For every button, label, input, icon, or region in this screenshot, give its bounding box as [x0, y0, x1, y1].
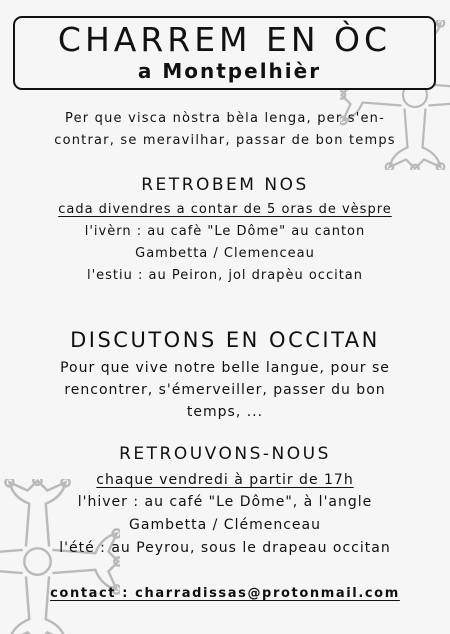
french-winter-line-2: Gambetta / Clémenceau: [129, 517, 321, 533]
occitan-schedule: cada divendres a contar de 5 oras de vèspre: [58, 202, 392, 217]
occitan-winter-line-2: Gambetta / Clemenceau: [135, 246, 315, 261]
occitan-intro-line-2: contrar, se meravilhar, passar de bon temps: [54, 133, 396, 148]
french-heading: DISCUTONS EN OCCITAN: [70, 328, 380, 352]
title-box: [13, 16, 436, 90]
french-intro-line-1: Pour que vive notre belle langue, pour se: [60, 360, 390, 376]
french-subheading: RETROUVONS-NOUS: [119, 444, 331, 464]
french-winter-line-1: l'hiver : au café "Le Dôme", à l'angle: [77, 494, 373, 510]
french-intro-line-3: temps, ...: [186, 404, 264, 420]
french-schedule: chaque vendredi à partir de 17h: [96, 472, 354, 488]
occitan-winter-line-1: l'ivèrn : au cafè "Le Dôme" au canton: [84, 224, 366, 239]
french-summer: l'été : au Peyrou, sous le drapeau occitan: [59, 540, 391, 556]
occitan-summer: l'estiu : au Peiron, jol drapèu occitan: [86, 268, 364, 283]
contact-line: contact : charradissas@protonmail.com: [50, 586, 400, 601]
french-intro-line-2: rencontrer, s'émerveiller, passer du bon: [64, 382, 386, 398]
page-subtitle: a Montpelhièr: [137, 59, 322, 83]
occitan-heading: RETROBEM NOS: [141, 175, 309, 195]
page-title: CHARREM EN ÒC: [57, 20, 392, 59]
occitan-intro-line-1: Per que visca nòstra bèla lenga, per s'en-: [65, 111, 385, 126]
